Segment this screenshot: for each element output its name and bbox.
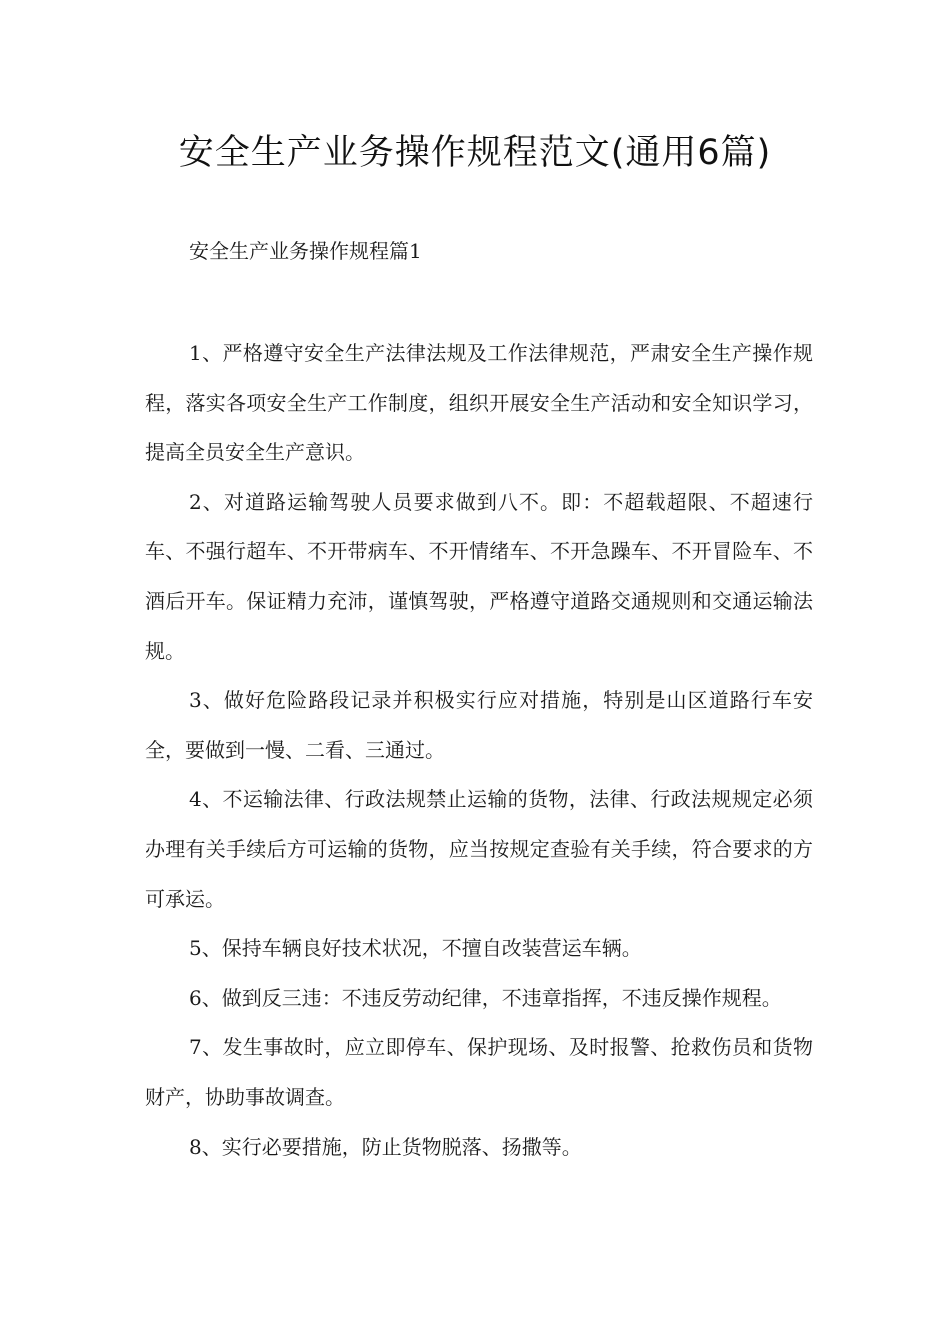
paragraph: 8、实行必要措施，防止货物脱落、扬撒等。 xyxy=(189,1134,582,1159)
document-body xyxy=(145,329,813,1172)
paragraph: 2、对道路运输驾驶人员要求做到八不。即：不超载超限、不超速行车、不强行超车、不开带病车、不开情绪车、不开急躁车、不开冒险车、不酒后开车。保证精力充沛，谨慎驾驶，严格遵守道路交通规则和交通运输法规。 xyxy=(145,489,813,663)
paragraph: 3、做好危险路段记录并积极实行应对措施，特别是山区道路行车安全，要做到一慢、二看、三通过。 xyxy=(145,688,813,762)
section-heading: 安全生产业务操作规程篇1 xyxy=(189,239,422,263)
paragraph: 4、不运输法律、行政法规禁止运输的货物，法律、行政法规规定必须办理有关手续后方可运输的货物，应当按规定查验有关手续，符合要求的方可承运。 xyxy=(145,787,813,911)
document-title: 安全生产业务操作规程范文(通用6篇) xyxy=(178,133,772,173)
paragraph: 6、做到反三违：不违反劳动纪律，不违章指挥，不违反操作规程。 xyxy=(189,985,782,1010)
paragraph: 1、严格遵守安全生产法律法规及工作法律规范，严肃安全生产操作规程，落实各项安全生产工作制度，组织开展安全生产活动和安全知识学习，提高全员安全生产意识。 xyxy=(145,341,813,465)
paragraph: 7、发生事故时，应立即停车、保护现场、及时报警、抢救伤员和货物财产，协助事故调查。 xyxy=(145,1035,813,1109)
paragraph: 5、保持车辆良好技术状况，不擅自改装营运车辆。 xyxy=(189,936,642,961)
